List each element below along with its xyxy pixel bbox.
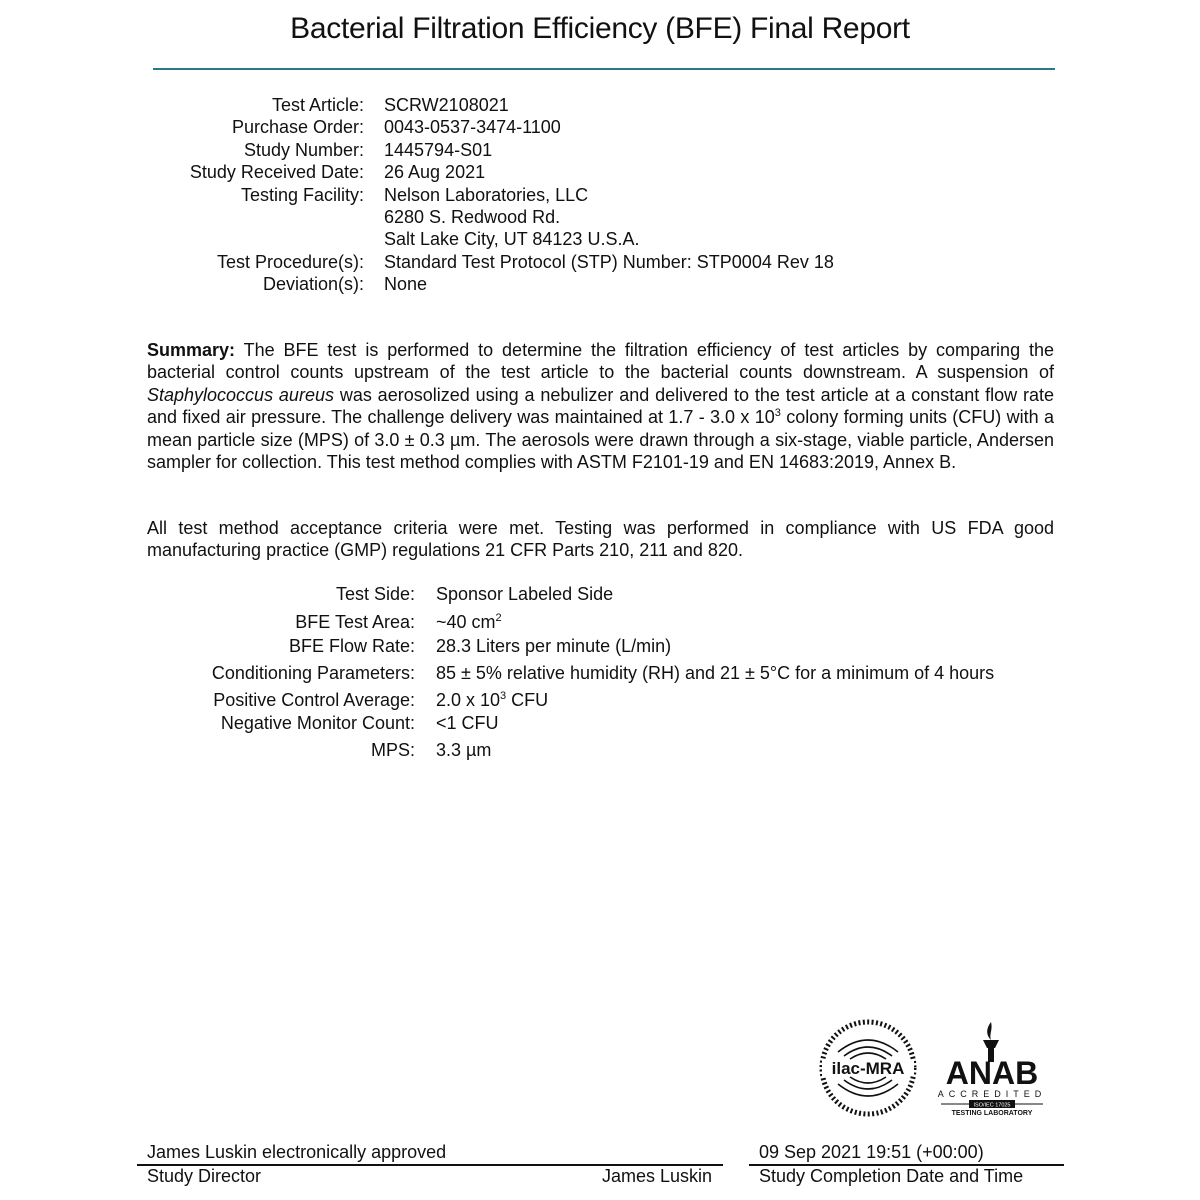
completion-datetime: 09 Sep 2021 19:51 (+00:00)	[759, 1142, 984, 1162]
param-label: Negative Monitor Count:	[220, 712, 415, 733]
info-label: Testing Facility:	[240, 184, 364, 205]
anab-logo-text: ANAB	[945, 1055, 1039, 1091]
param-value: 85 ± 5% relative humidity (RH) and 21 ± 5°C for a minimum of 4 hours	[436, 663, 995, 683]
param-value: 3.3 µm	[436, 739, 492, 760]
param-label: Test Side:	[335, 584, 415, 604]
info-value: SCRW2108021	[384, 95, 509, 115]
ilac-mra-logo-icon	[818, 1018, 918, 1118]
param-value-text: ~40 cm	[436, 612, 496, 632]
info-row-test-article	[0, 95, 1200, 117]
param-value-sup: 3	[500, 690, 507, 702]
anab-lab-text: TESTING LABORATORY	[951, 1110, 1033, 1117]
param-row-conditioning	[0, 661, 1200, 688]
info-label: Deviation(s):	[262, 274, 364, 295]
summary-text-2: was aerosolized using a nebulizer and delivered to the test article at a constant flow rate and fixed air pressure. The challenge delivery was maintained at 1.7 - 3.0 x 10	[147, 384, 1055, 428]
param-value: Sponsor Labeled Side	[436, 584, 614, 604]
param-value-text: 2.0 x 10	[436, 690, 501, 710]
anab-standard-text: ISO/IEC 17025	[973, 1102, 1011, 1109]
info-value: None	[384, 274, 428, 295]
summary-paragraph	[147, 339, 1054, 473]
param-value: 28.3 Liters per minute (L/min)	[436, 636, 672, 656]
info-row-purchase-order	[0, 117, 1200, 139]
info-row-testing-facility	[0, 185, 1200, 207]
param-value-sup: 2	[495, 612, 502, 624]
info-row-study-number	[0, 140, 1200, 162]
completion-label: Study Completion Date and Time	[759, 1166, 1024, 1186]
info-row-test-procedure	[0, 252, 1200, 274]
info-row-received-date	[0, 162, 1200, 184]
param-label: BFE Test Area:	[295, 612, 415, 632]
compliance-paragraph: All test method acceptance criteria were met. Testing was performed in compliance with US FDA good manufacturing practice (GMP) regulations 21 CFR Parts 210, 211 and 820.	[147, 518, 1054, 561]
title-divider	[153, 68, 1055, 70]
param-row-test-area	[0, 609, 1200, 636]
ilac-logo-text: ilac-MRA	[831, 1059, 905, 1078]
organism-name: Staphylococcus aureus	[147, 384, 334, 405]
info-label: Purchase Order:	[231, 117, 364, 138]
report-title: Bacterial Filtration Efficiency (BFE) Final Report	[290, 12, 910, 45]
info-value: 6280 S. Redwood Rd.	[384, 206, 561, 227]
approval-text: James Luskin electronically approved	[147, 1142, 447, 1162]
info-label: Test Procedure(s):	[216, 251, 364, 272]
accreditation-logos	[818, 1018, 1058, 1118]
param-row-positive-control	[0, 688, 1200, 711]
param-row-flow-rate	[0, 636, 1200, 661]
info-value: Standard Test Protocol (STP) Number: STP0004 Rev 18	[384, 251, 834, 272]
param-row-test-side	[0, 584, 1200, 609]
param-row-mps	[0, 736, 1200, 761]
param-value	[436, 612, 502, 633]
param-label: MPS:	[370, 739, 415, 760]
study-director-name: James Luskin	[601, 1166, 712, 1186]
param-label: BFE Flow Rate:	[288, 636, 415, 656]
info-value: Salt Lake City, UT 84123 U.S.A.	[384, 229, 640, 250]
info-label: Test Article:	[271, 95, 364, 115]
param-value-suffix: CFU	[506, 690, 549, 710]
anab-accredited-text: ACCREDITED	[937, 1089, 1047, 1099]
param-value: <1 CFU	[436, 712, 499, 733]
anab-logo-icon	[933, 1018, 1051, 1118]
study-director-label: Study Director	[147, 1166, 262, 1186]
info-label: Study Received Date:	[189, 162, 364, 183]
info-row-address-city	[0, 229, 1200, 251]
summary-text-1: The BFE test is performed to determine the filtration efficiency of test articles by comparing the bacterial control counts upstream of the test article to the bacterial counts downstream. A suspension of	[147, 340, 1054, 383]
study-info	[0, 95, 1200, 297]
summary-text-3: colony forming units (CFU) with a mean particle size (MPS) of 3.0 ± 0.3 µm. The aerosols were drawn through a six-stage, viable particle, Andersen sampler for collection. This test method complies with ASTM F2101-19 and EN 14683:2019, Annex B.	[147, 407, 1054, 473]
param-label: Positive Control Average:	[213, 690, 415, 710]
info-row-address-street	[0, 207, 1200, 229]
param-row-negative-monitor	[0, 711, 1200, 736]
info-label: Study Number:	[243, 139, 364, 160]
info-value: 26 Aug 2021	[384, 162, 486, 183]
info-value: 1445794-S01	[384, 139, 493, 160]
summary-label: Summary:	[147, 340, 236, 360]
info-value: 0043-0537-3474-1100	[384, 117, 561, 138]
summary-exponent: 3	[774, 407, 781, 420]
info-row-deviations	[0, 274, 1200, 296]
test-parameters	[0, 584, 1200, 761]
param-value	[436, 690, 548, 711]
param-label: Conditioning Parameters:	[211, 663, 415, 683]
info-value: Nelson Laboratories, LLC	[384, 184, 589, 205]
